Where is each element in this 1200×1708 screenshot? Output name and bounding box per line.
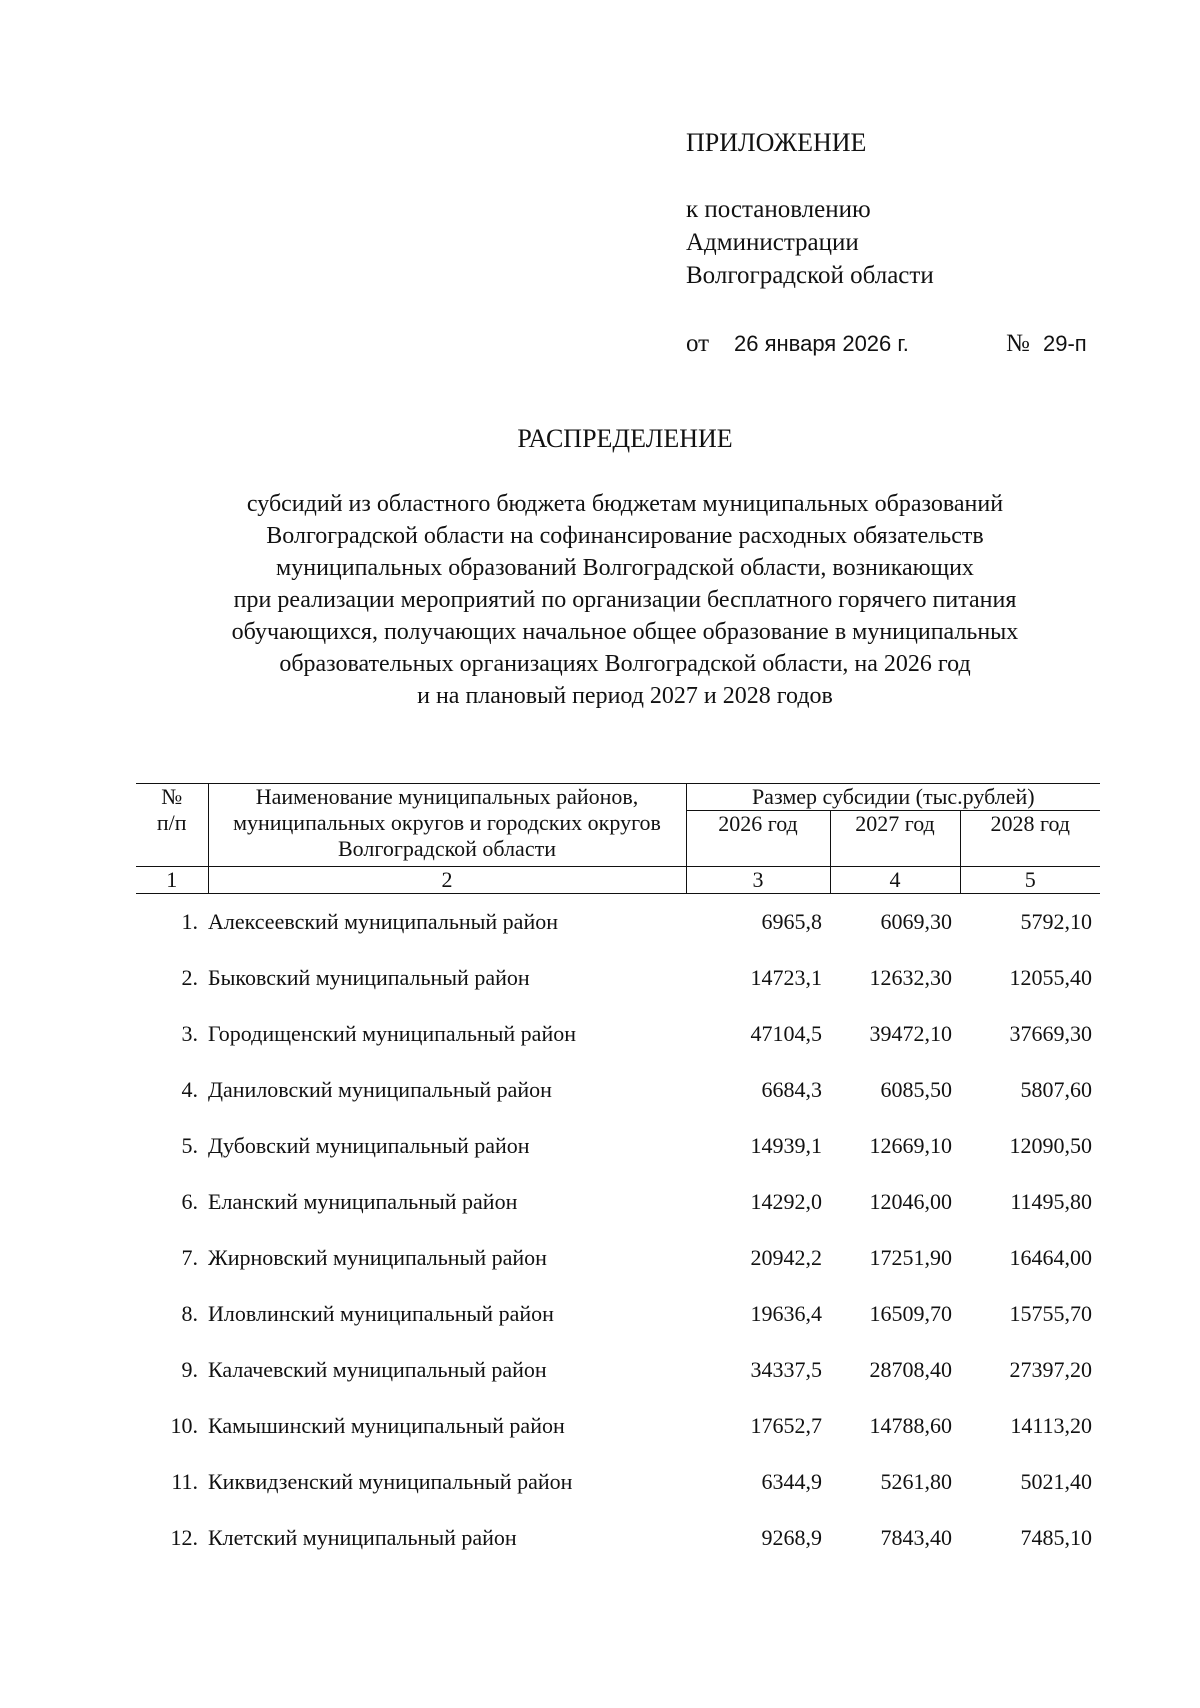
subsidy-2028: 12055,40: [1009, 965, 1092, 990]
subsidy-2028: 16464,00: [1009, 1245, 1092, 1270]
district-name: Иловлинский муниципальный район: [208, 1301, 554, 1326]
document-date: 26 января 2026 г.: [734, 331, 909, 356]
row-number: 10.: [170, 1413, 198, 1438]
table-row: [136, 1230, 1100, 1286]
district-name: Калачевский муниципальный район: [208, 1357, 547, 1382]
district-name: Алексеевский муниципальный район: [208, 909, 558, 934]
header-2026: 2026 год: [686, 811, 830, 867]
subtitle-line: при реализации мероприятий по организации бесплатного горячего питания: [233, 587, 1017, 613]
subsidy-2026: 17652,7: [750, 1413, 822, 1438]
subsidy-2026: 34337,5: [750, 1357, 822, 1382]
row-number: 9.: [181, 1357, 198, 1382]
district-name: Камышинский муниципальный район: [208, 1413, 565, 1438]
column-number: 5: [960, 867, 1100, 894]
document-subtitle: [130, 488, 1120, 712]
subsidy-2028: 11495,80: [1010, 1189, 1092, 1214]
district-name: Быковский муниципальный район: [208, 965, 530, 990]
district-name: Городищенский муниципальный район: [208, 1021, 576, 1046]
table-row: [136, 1062, 1100, 1118]
subsidy-2026: 6965,8: [761, 909, 822, 934]
subsidy-2028: 14113,20: [1010, 1413, 1092, 1438]
subsidy-2028: 12090,50: [1009, 1133, 1092, 1158]
subsidy-2027: 6085,50: [880, 1077, 952, 1102]
row-number: 11.: [171, 1469, 198, 1494]
table-row: [136, 1006, 1100, 1062]
header-2028: 2028 год: [960, 811, 1100, 867]
row-number: 12.: [170, 1525, 198, 1550]
subsidy-2028: 5807,60: [1020, 1077, 1092, 1102]
row-number: 8.: [181, 1301, 198, 1326]
column-number: 4: [830, 867, 960, 894]
subsidy-2027: 5261,80: [880, 1469, 952, 1494]
date-prefix: от: [686, 330, 710, 357]
document-number: 29-п: [1043, 331, 1087, 356]
column-number: 1: [136, 867, 208, 894]
district-name: Киквидзенский муниципальный район: [208, 1469, 573, 1494]
subtitle-line: муниципальных образований Волгоградской области, возникающих: [276, 555, 974, 581]
header-2027: 2027 год: [830, 811, 960, 867]
subsidy-2026: 19636,4: [750, 1301, 822, 1326]
subsidy-2028: 5021,40: [1020, 1469, 1092, 1494]
row-number: 7.: [181, 1245, 198, 1270]
table-row: [136, 894, 1100, 951]
number-prefix: №: [1006, 330, 1030, 357]
row-number: 4.: [181, 1077, 198, 1102]
row-number: 6.: [181, 1189, 198, 1214]
subtitle-line: обучающихся, получающих начальное общее образование в муниципальных: [231, 619, 1019, 645]
subsidy-2026: 14939,1: [750, 1133, 822, 1158]
district-name: Жирновский муниципальный район: [208, 1245, 547, 1270]
appendix-line3: Волгоградской области: [686, 262, 934, 289]
subsidy-table: [136, 783, 1100, 1566]
subsidy-2027: 16509,70: [869, 1301, 952, 1326]
appendix-label: ПРИЛОЖЕНИЕ: [686, 128, 867, 157]
subsidy-2026: 14292,0: [750, 1189, 822, 1214]
subtitle-line: субсидий из областного бюджета бюджетам муниципальных образований: [246, 491, 1004, 517]
subsidy-2026: 6684,3: [761, 1077, 822, 1102]
table-row: [136, 1454, 1100, 1510]
subsidy-2028: 5792,10: [1020, 909, 1092, 934]
district-name: Еланский муниципальный район: [208, 1189, 518, 1214]
subsidy-2028: 37669,30: [1009, 1021, 1092, 1046]
table-row: [136, 1118, 1100, 1174]
subsidy-2026: 47104,5: [750, 1021, 822, 1046]
table-row: [136, 1286, 1100, 1342]
appendix-line2: Администрации: [686, 229, 859, 256]
table-row: [136, 1510, 1100, 1566]
subtitle-line: образовательных организациях Волгоградской области, на 2026 год: [279, 651, 971, 677]
subtitle-line: Волгоградской области на софинансирование расходных обязательств: [266, 523, 984, 549]
subsidy-2026: 20942,2: [750, 1245, 822, 1270]
document-title: РАСПРЕДЕЛЕНИЕ: [517, 424, 733, 453]
subsidy-2027: 28708,40: [869, 1357, 952, 1382]
table-row: [136, 1174, 1100, 1230]
subsidy-2028: 7485,10: [1020, 1525, 1092, 1550]
column-number: 3: [686, 867, 830, 894]
column-number: 2: [208, 867, 686, 894]
table-row: [136, 950, 1100, 1006]
subsidy-2026: 9268,9: [761, 1525, 822, 1550]
subsidy-2027: 12669,10: [869, 1133, 952, 1158]
subsidy-2027: 39472,10: [869, 1021, 952, 1046]
subsidy-2028: 27397,20: [1009, 1357, 1092, 1382]
column-numbers-row: [136, 867, 1100, 894]
subsidy-2026: 14723,1: [750, 965, 822, 990]
subsidy-2028: 15755,70: [1009, 1301, 1092, 1326]
subsidy-2027: 14788,60: [869, 1413, 952, 1438]
table-row: [136, 1342, 1100, 1398]
table-row: [136, 1398, 1100, 1454]
header-subsidy: Размер субсидии (тыс.рублей): [686, 784, 1100, 811]
subsidy-2027: 12632,30: [869, 965, 952, 990]
appendix-line1: к постановлению: [686, 196, 871, 223]
district-name: Клетский муниципальный район: [208, 1525, 517, 1550]
subsidy-2026: 6344,9: [761, 1469, 822, 1494]
row-number: 3.: [181, 1021, 198, 1046]
subtitle-line: и на плановый период 2027 и 2028 годов: [417, 683, 833, 709]
subsidy-2027: 7843,40: [880, 1525, 952, 1550]
row-number: 5.: [181, 1133, 198, 1158]
row-number: 1.: [181, 909, 198, 934]
subsidy-2027: 12046,00: [869, 1189, 952, 1214]
subsidy-2027: 17251,90: [869, 1245, 952, 1270]
district-name: Даниловский муниципальный район: [208, 1077, 552, 1102]
header-name: Наименование муниципальных районов, муниципальных округов и городских округов Волгоградской области: [208, 784, 686, 867]
header-num: № п/п: [136, 784, 208, 867]
subsidy-2027: 6069,30: [880, 909, 952, 934]
district-name: Дубовский муниципальный район: [208, 1133, 530, 1158]
row-number: 2.: [181, 965, 198, 990]
